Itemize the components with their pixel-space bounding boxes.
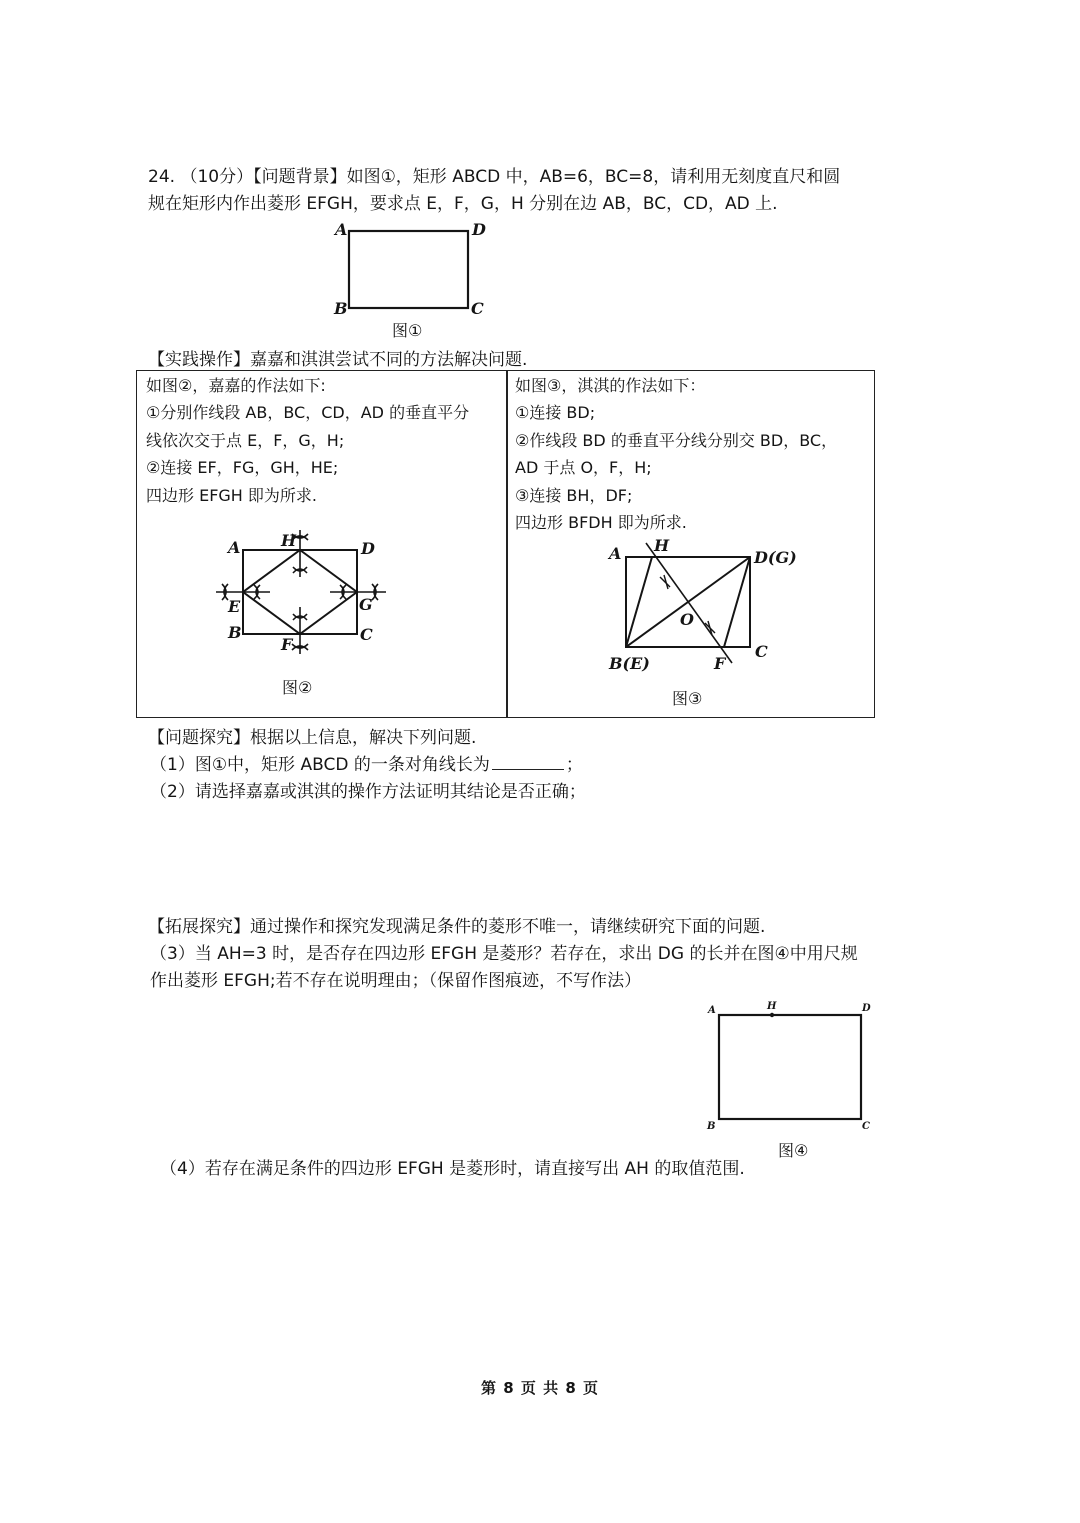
fig2-label-c: C bbox=[360, 625, 373, 644]
fig3-caption: 图③ bbox=[672, 689, 703, 708]
fig4-label-a: A bbox=[708, 1005, 716, 1016]
fig3-label-h: H bbox=[654, 536, 670, 555]
figure-3 bbox=[604, 535, 814, 675]
jiajia-line-3: 线依次交于点 E，F，G，H; bbox=[146, 431, 345, 450]
table-divider bbox=[506, 371, 508, 717]
fig4-label-d: D bbox=[862, 1003, 871, 1014]
question-1 bbox=[150, 750, 583, 775]
fig1-label-a: A bbox=[335, 220, 348, 239]
fig3-label-be: B(E) bbox=[609, 654, 650, 673]
fig3-label-a: A bbox=[609, 544, 622, 563]
fig2-label-g: G bbox=[359, 595, 373, 614]
qiqi-line-1: 如图③，淇淇的作法如下： bbox=[515, 376, 706, 395]
jiajia-line-5: 四边形 EFGH 即为所求. bbox=[146, 486, 318, 505]
fig1-caption: 图① bbox=[392, 321, 423, 340]
fig4-label-h: H bbox=[767, 1001, 777, 1012]
fig3-label-c: C bbox=[755, 642, 768, 661]
problem-intro-line2: 规在矩形内作出菱形 EFGH，要求点 E，F，G，H 分别在边 AB，BC，CD，AD 上. bbox=[148, 194, 778, 214]
figure-2 bbox=[210, 522, 410, 662]
fig2-label-f: F bbox=[281, 635, 293, 654]
fig2-caption: 图② bbox=[282, 678, 313, 697]
fig1-label-b: B bbox=[334, 299, 348, 318]
jiajia-line-4: ②连接 EF，FG，GH，HE; bbox=[146, 458, 339, 477]
question-3-line2: 作出菱形 EFGH;若不存在说明理由；（保留作图痕迹，不写作法） bbox=[150, 971, 642, 991]
qiqi-line-3: ②作线段 BD 的垂直平分线分别交 BD，BC， bbox=[515, 431, 838, 450]
fig4-label-b: B bbox=[707, 1121, 716, 1132]
fig3-label-f: F bbox=[714, 654, 726, 673]
fig2-label-a: A bbox=[228, 538, 241, 557]
qiqi-line-6: 四边形 BFDH 即为所求. bbox=[515, 513, 687, 532]
fig2-label-h: H bbox=[281, 531, 297, 550]
fig3-perpendicular-bisector bbox=[646, 543, 732, 663]
question-1-end: ； bbox=[565, 755, 583, 775]
qiqi-line-4: AD 于点 O，F，H; bbox=[515, 458, 652, 477]
fig4-label-c: C bbox=[862, 1121, 870, 1132]
fig2-label-b: B bbox=[228, 623, 242, 642]
fig4-point-h bbox=[770, 1013, 774, 1017]
fig2-label-d: D bbox=[361, 539, 375, 558]
figure-4 bbox=[700, 998, 880, 1138]
qiqi-line-5: ③连接 BH，DF; bbox=[515, 486, 633, 505]
question-1-answer-blank[interactable] bbox=[492, 755, 564, 770]
fig1-rectangle bbox=[349, 231, 468, 308]
question-3-line1: （3）当 AH=3 时，是否存在四边形 EFGH 是菱形？若存在，求出 DG 的长并在图④中用尺规 bbox=[150, 944, 858, 964]
jiajia-line-2: ①分别作线段 AB，BC，CD，AD 的垂直平分 bbox=[146, 403, 470, 422]
qiqi-line-2: ①连接 BD; bbox=[515, 403, 596, 422]
question-4: （4）若存在满足条件的四边形 EFGH 是菱形时，请直接写出 AH 的取值范围. bbox=[160, 1159, 745, 1179]
extend-header: 【拓展探究】通过操作和探究发现满足条件的菱形不唯一，请继续研究下面的问题. bbox=[148, 917, 766, 937]
figure-1 bbox=[332, 218, 502, 318]
jiajia-line-1: 如图②，嘉嘉的作法如下: bbox=[146, 376, 326, 395]
fig3-label-dg: D(G) bbox=[754, 548, 797, 567]
fig4-caption: 图④ bbox=[778, 1141, 809, 1160]
practice-header: 【实践操作】嘉嘉和淇淇尝试不同的方法解决问题. bbox=[148, 350, 528, 370]
fig1-label-c: C bbox=[471, 299, 484, 318]
question-1-text: （1）图①中，矩形 ABCD 的一条对角线长为 bbox=[150, 755, 490, 775]
fig4-rectangle bbox=[719, 1015, 861, 1119]
fig3-segment-bh bbox=[626, 557, 652, 647]
question-2: （2）请选择嘉嘉或淇淇的操作方法证明其结论是否正确； bbox=[150, 782, 586, 802]
problem-intro-line1: 24. （10分）【问题背景】如图①，矩形 ABCD 中，AB=6，BC=8，请利用无刻度直尺和圆 bbox=[148, 167, 841, 187]
page-footer: 第 8 页 共 8 页 bbox=[481, 1379, 599, 1397]
fig3-segment-df bbox=[724, 557, 750, 647]
fig3-label-o: O bbox=[680, 610, 694, 629]
explore-header: 【问题探究】根据以上信息，解决下列问题. bbox=[148, 728, 477, 748]
fig1-label-d: D bbox=[472, 220, 486, 239]
fig2-label-e: E bbox=[228, 597, 241, 616]
